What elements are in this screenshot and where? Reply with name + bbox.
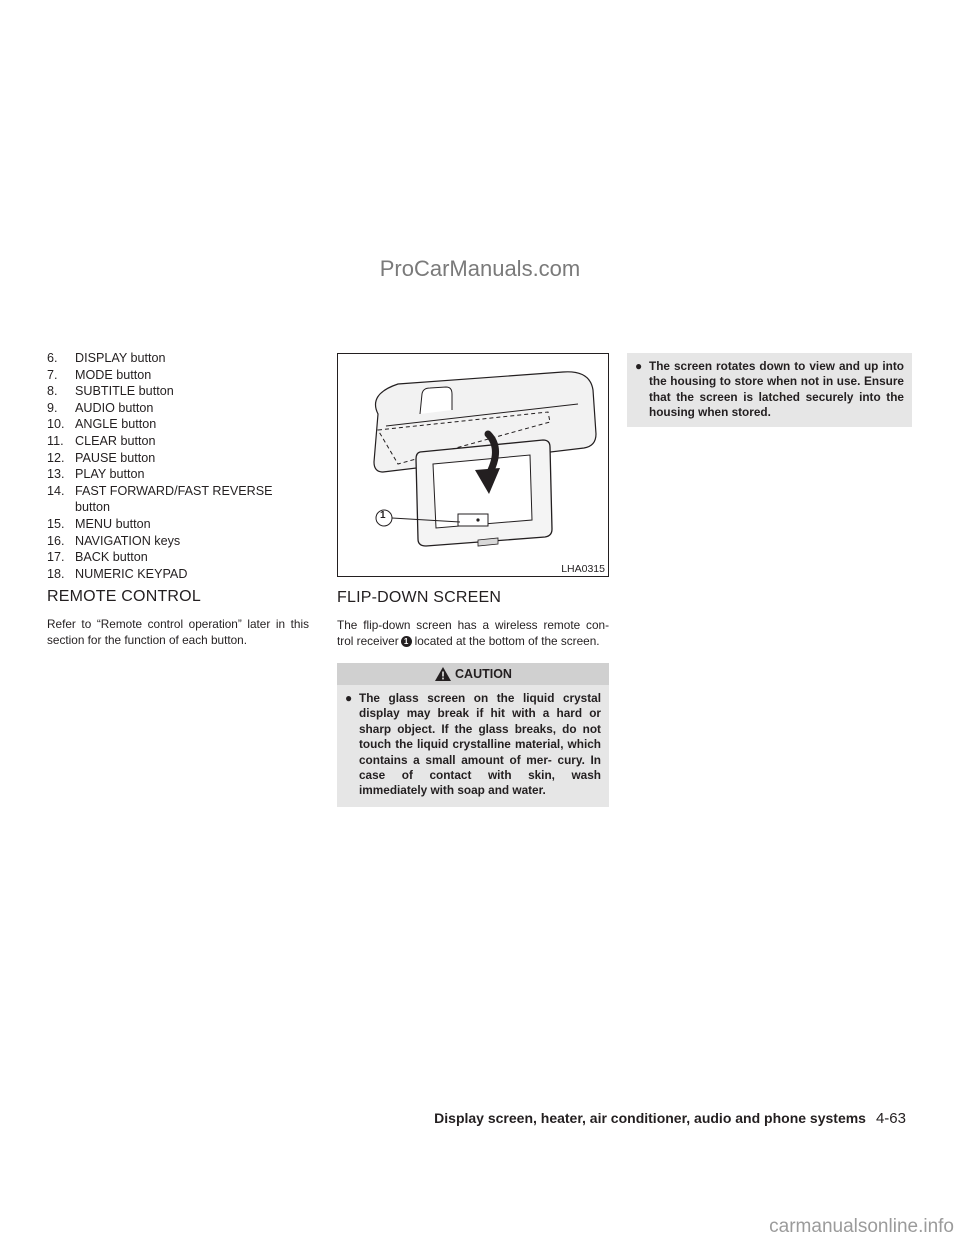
- caution-label: CAUTION: [455, 667, 512, 681]
- caution-box: [337, 663, 609, 807]
- item-number: 14.: [47, 483, 65, 498]
- item-text: CLEAR button: [75, 433, 156, 448]
- item-number: 15.: [47, 516, 65, 531]
- button-list-item: [47, 383, 309, 400]
- caution-bullet: [345, 691, 601, 799]
- button-list: [47, 350, 309, 582]
- button-list-item: [47, 400, 309, 417]
- button-list-item: [47, 416, 309, 433]
- page-footer: [434, 1110, 906, 1127]
- item-text: PAUSE button: [75, 450, 156, 465]
- page-number: 4-63: [875, 1110, 906, 1127]
- item-text: FAST FORWARD/FAST REVERSE button: [75, 483, 273, 515]
- watermark-bottom: carmanualsonline.info: [769, 1216, 954, 1237]
- figure-code: LHA0315: [561, 563, 605, 575]
- button-list-item: [47, 466, 309, 483]
- footer-section-title: Display screen, heater, air conditioner, audio and phone systems: [434, 1110, 866, 1126]
- item-number: 8.: [47, 384, 58, 399]
- button-list-item: [47, 350, 309, 367]
- item-text: BACK button: [75, 550, 148, 565]
- flip-down-heading: FLIP-DOWN SCREEN: [337, 589, 502, 606]
- note-bullet: [635, 359, 904, 421]
- item-number: 9.: [47, 400, 58, 415]
- bullet-icon: ●: [345, 691, 353, 705]
- watermark-top: ProCarManuals.com: [379, 256, 581, 281]
- item-number: 7.: [47, 367, 58, 382]
- item-text: NAVIGATION keys: [75, 533, 181, 548]
- bullet-text: The screen rotates down to view and up into the housing to store when not in use. Ensure that the screen is latched securely into the housing when stored.: [649, 359, 904, 420]
- note-bullets: [635, 353, 904, 421]
- item-number: 11.: [47, 433, 64, 448]
- note-box: [627, 353, 912, 427]
- caution-bullets: [337, 685, 609, 799]
- caution-header: [337, 663, 609, 685]
- right-column: [627, 353, 912, 427]
- bullet-icon: ●: [635, 359, 643, 373]
- remote-control-body: Refer to “Remote control operation” later in this section for the function of each button.: [47, 617, 309, 648]
- button-list-item: [47, 533, 309, 550]
- item-text: DISPLAY button: [75, 351, 166, 365]
- button-list-item: [47, 566, 309, 583]
- button-list-item: [47, 483, 309, 516]
- button-list-item: [47, 367, 309, 384]
- receiver-callout: 1: [401, 636, 412, 647]
- item-text: MENU button: [75, 516, 151, 531]
- item-text: ANGLE button: [75, 417, 157, 432]
- item-text: NUMERIC KEYPAD: [75, 566, 188, 581]
- flip-down-screen-illustration: [338, 354, 608, 576]
- left-column: [47, 350, 309, 648]
- flip-down-body-before: The flip-down screen has a wireless remote con- trol receiver: [337, 618, 609, 648]
- item-number: 10.: [47, 417, 65, 432]
- item-text: AUDIO button: [75, 400, 154, 415]
- item-number: 16.: [47, 533, 65, 548]
- button-list-item: [47, 516, 309, 533]
- item-number: 18.: [47, 566, 65, 581]
- bullet-text: The glass screen on the liquid crystal display may break if hit with a hard or sharp object. If the glass breaks, do not touch the liquid crystalline material, which contains a small amount of mer- cury. In case of contact with skin, wash immediately with soap and water.: [359, 691, 601, 798]
- button-list-item: [47, 433, 309, 450]
- warning-triangle-icon: [434, 666, 452, 682]
- item-text: MODE button: [75, 367, 152, 382]
- figure-callout: 1: [380, 510, 386, 521]
- item-text: SUBTITLE button: [75, 384, 174, 399]
- item-number: 17.: [47, 550, 65, 565]
- item-text: PLAY button: [75, 467, 145, 482]
- middle-column: [337, 353, 609, 807]
- remote-control-heading: REMOTE CONTROL: [47, 588, 201, 606]
- button-list-item: [47, 549, 309, 566]
- item-number: 12.: [47, 450, 65, 465]
- flip-down-screen-figure: [337, 353, 609, 577]
- flip-down-body: [337, 617, 609, 649]
- item-number: 6.: [47, 351, 58, 365]
- flip-down-body-after: located at the bottom of the screen.: [414, 634, 600, 648]
- item-number: 13.: [47, 467, 65, 482]
- button-list-item: [47, 450, 309, 467]
